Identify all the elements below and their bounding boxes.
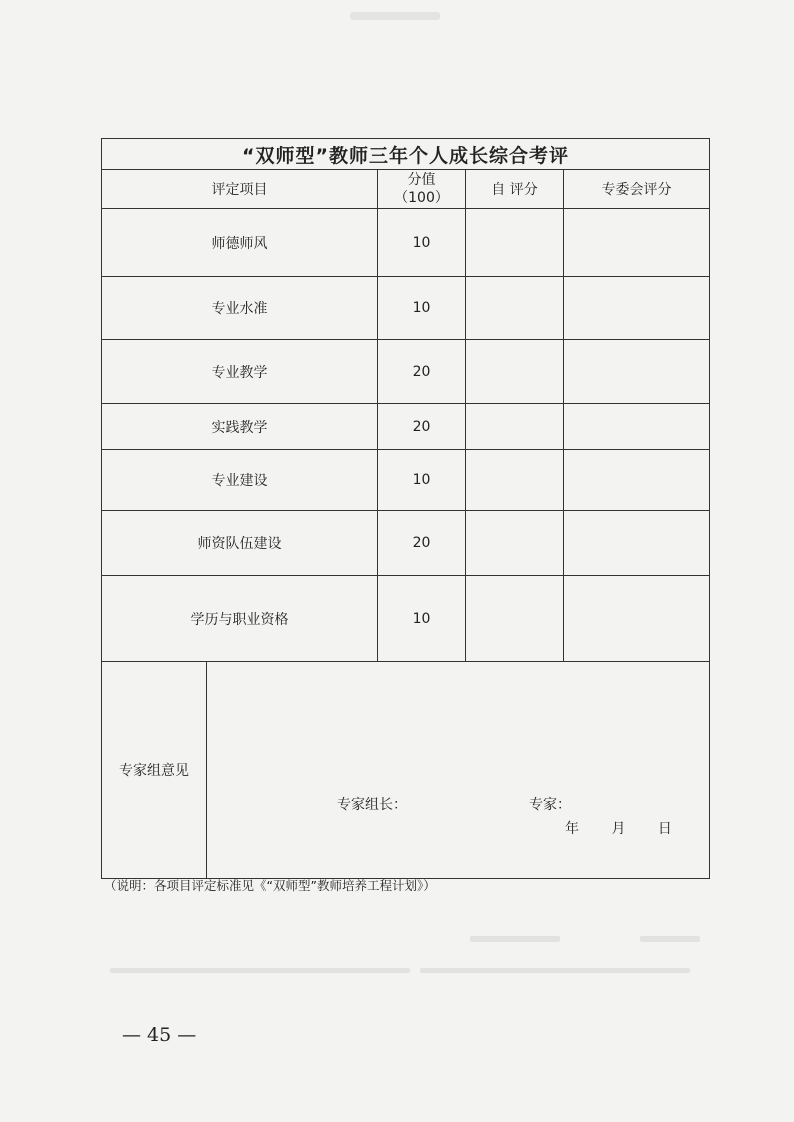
committee-score-cell[interactable] xyxy=(564,576,710,662)
table-row xyxy=(102,450,710,511)
row-item: 师资队伍建设 xyxy=(102,511,378,576)
faded-text-line xyxy=(420,968,690,973)
row-item: 实践教学 xyxy=(102,404,378,450)
committee-score-cell[interactable] xyxy=(564,340,710,404)
row-score: 10 xyxy=(378,450,466,511)
table-row xyxy=(102,576,710,662)
row-score: 10 xyxy=(378,277,466,340)
self-score-cell[interactable] xyxy=(466,209,564,277)
row-score: 20 xyxy=(378,511,466,576)
table-row xyxy=(102,340,710,404)
self-score-cell[interactable] xyxy=(466,450,564,511)
self-score-cell[interactable] xyxy=(466,404,564,450)
footnote: （说明：各项目评定标准见《“双师型”教师培养工程计划》） xyxy=(104,878,436,893)
row-item: 专业水准 xyxy=(102,277,378,340)
table-row xyxy=(102,209,710,277)
table-row xyxy=(102,404,710,450)
row-score: 10 xyxy=(378,576,466,662)
self-score-cell[interactable] xyxy=(466,576,564,662)
self-score-cell[interactable] xyxy=(466,511,564,576)
committee-score-cell[interactable] xyxy=(564,511,710,576)
leader-signature-label: 专家组长： xyxy=(337,797,407,813)
committee-score-cell[interactable] xyxy=(564,450,710,511)
row-item: 学历与职业资格 xyxy=(102,576,378,662)
expert-signature-label: 专家： xyxy=(529,797,571,813)
row-item: 师德师风 xyxy=(102,209,378,277)
expert-opinion-area[interactable] xyxy=(207,662,710,879)
header-score-line1: 分值 xyxy=(407,172,436,188)
header-item: 评定项目 xyxy=(102,170,378,209)
faded-text-line xyxy=(640,936,700,942)
self-score-cell[interactable] xyxy=(466,277,564,340)
table-row xyxy=(102,277,710,340)
committee-score-cell[interactable] xyxy=(564,404,710,450)
table-title: “双师型”教师三年个人成长综合考评 xyxy=(102,139,710,170)
row-score: 20 xyxy=(378,404,466,450)
header-score xyxy=(378,170,466,209)
row-item: 专业教学 xyxy=(102,340,378,404)
row-score: 10 xyxy=(378,209,466,277)
scan-smudge xyxy=(350,12,440,20)
header-score-line2: （100） xyxy=(394,190,449,206)
faded-text-line xyxy=(110,968,410,973)
page-number: — 45 — xyxy=(122,1024,197,1046)
table-row xyxy=(102,511,710,576)
faded-text-line xyxy=(470,936,560,942)
evaluation-table xyxy=(101,138,710,879)
expert-opinion-label: 专家组意见 xyxy=(102,662,207,879)
header-committee-score: 专委会评分 xyxy=(564,170,710,209)
row-score: 20 xyxy=(378,340,466,404)
header-self-score: 自 评分 xyxy=(466,170,564,209)
committee-score-cell[interactable] xyxy=(564,209,710,277)
committee-score-cell[interactable] xyxy=(564,277,710,340)
self-score-cell[interactable] xyxy=(466,340,564,404)
date-label: 年 月 日 xyxy=(565,821,672,837)
row-item: 专业建设 xyxy=(102,450,378,511)
